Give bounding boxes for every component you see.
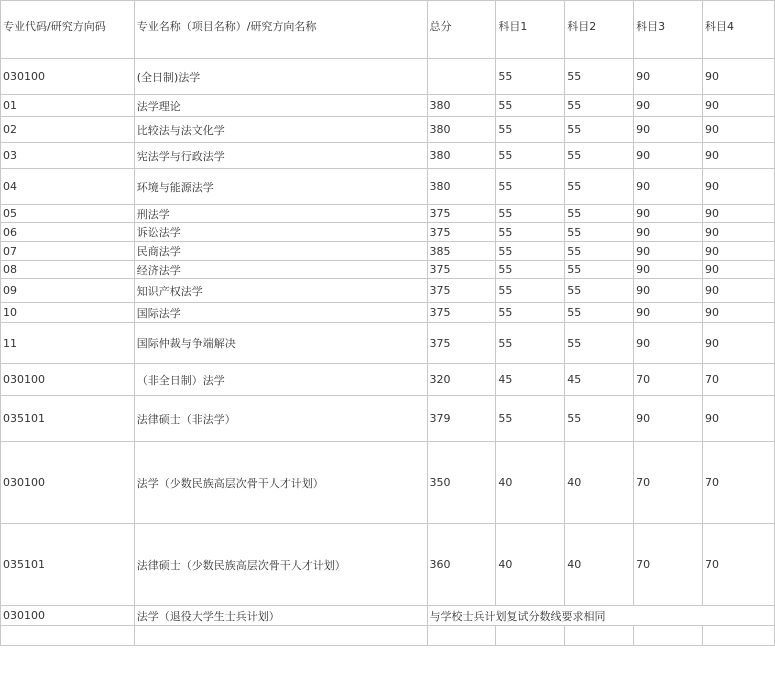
header-name: 专业名称（项目名称）/研究方向名称 [134,1,427,59]
cell-subject-4: 90 [703,396,775,442]
table-row [1,242,775,261]
cell-name: 法学（少数民族高层次骨干人才计划） [134,442,427,524]
table-row [1,261,775,279]
cell-subject-1: 55 [496,303,565,323]
cell-total: 375 [427,323,496,364]
cell-subject-4: 90 [703,59,775,95]
cell-subject-4: 90 [703,223,775,242]
cell-subject-4: 90 [703,143,775,169]
cell-subject-3: 90 [634,205,703,223]
cell-code: 02 [1,117,135,143]
cell-subject-3: 90 [634,279,703,303]
cell-code: 030100 [1,606,135,626]
cell-subject-1: 55 [496,323,565,364]
cell-total: 380 [427,169,496,205]
cell-name: 法学（退役大学生士兵计划） [134,606,427,626]
cell-subject-4: 90 [703,303,775,323]
cell-subject-2: 55 [565,205,634,223]
cell-subject-4: 90 [703,261,775,279]
cell-name: 法律硕士（非法学） [134,396,427,442]
table-row [1,279,775,303]
cell-subject-3: 90 [634,143,703,169]
cell-subject-3: 90 [634,223,703,242]
cell-subject-1: 55 [496,169,565,205]
header-subject-4: 科目4 [703,1,775,59]
cell-subject-1: 40 [496,442,565,524]
cell-total: 375 [427,205,496,223]
cell-code: 03 [1,143,135,169]
table-row [1,524,775,606]
table-row [1,59,775,95]
cell-subject-3: 90 [634,323,703,364]
cell-total: 360 [427,524,496,606]
cell-subject-3: 90 [634,117,703,143]
cell-total: 350 [427,442,496,524]
cell-subject-2: 55 [565,303,634,323]
cell-name: 环境与能源法学 [134,169,427,205]
cell-subject-2: 55 [565,169,634,205]
header-subject-3: 科目3 [634,1,703,59]
cell-subject-3: 90 [634,242,703,261]
table-row [1,323,775,364]
table-row [1,364,775,396]
cell-subject-4: 90 [703,323,775,364]
table-row [1,442,775,524]
cell-subject-1: 55 [496,117,565,143]
cell-total: 385 [427,242,496,261]
cell-subject-1: 55 [496,143,565,169]
cell-subject-3: 70 [634,364,703,396]
cell-code: 09 [1,279,135,303]
cell-subject-2: 55 [565,143,634,169]
header-subject-1: 科目1 [496,1,565,59]
cell-code: 035101 [1,396,135,442]
cell-name: (全日制)法学 [134,59,427,95]
cell-subject-1: 40 [496,524,565,606]
cell-subject-2: 55 [565,323,634,364]
cell-name: 法学理论 [134,95,427,117]
cell-code: 10 [1,303,135,323]
cell-subject-1: 55 [496,396,565,442]
cell-code: 11 [1,323,135,364]
cell-code: 030100 [1,59,135,95]
cell-total: 375 [427,279,496,303]
header-row [1,1,775,59]
cell-code: 030100 [1,364,135,396]
cell-subject-4: 90 [703,169,775,205]
cell-subject-1: 55 [496,261,565,279]
cell-empty [565,626,634,646]
cell-total: 375 [427,261,496,279]
table-row [1,205,775,223]
table-row [1,95,775,117]
cell-subject-4: 70 [703,442,775,524]
cell-subject-1: 55 [496,95,565,117]
cell-code: 06 [1,223,135,242]
cell-subject-2: 55 [565,117,634,143]
cell-code: 07 [1,242,135,261]
cell-subject-4: 90 [703,95,775,117]
cell-name: 知识产权法学 [134,279,427,303]
cell-subject-2: 55 [565,396,634,442]
cell-empty [703,626,775,646]
cell-subject-4: 70 [703,524,775,606]
cell-subject-2: 55 [565,279,634,303]
cell-name: 经济法学 [134,261,427,279]
cell-code: 04 [1,169,135,205]
table-row [1,303,775,323]
cell-total: 375 [427,223,496,242]
cell-name: 民商法学 [134,242,427,261]
cell-code: 030100 [1,442,135,524]
cell-subject-1: 55 [496,242,565,261]
table-row [1,143,775,169]
cell-name: 宪法学与行政法学 [134,143,427,169]
cell-subject-1: 55 [496,223,565,242]
cell-subject-4: 90 [703,117,775,143]
cell-total: 380 [427,143,496,169]
cell-subject-2: 55 [565,59,634,95]
cell-empty [634,626,703,646]
cell-name: 诉讼法学 [134,223,427,242]
cell-subject-2: 40 [565,442,634,524]
cell-subject-3: 90 [634,59,703,95]
cell-code: 08 [1,261,135,279]
cell-subject-3: 90 [634,396,703,442]
cell-total [427,59,496,95]
cell-name: 国际法学 [134,303,427,323]
cell-note: 与学校士兵计划复试分数线要求相同 [427,606,775,626]
table-row [1,396,775,442]
cell-subject-3: 70 [634,442,703,524]
cell-empty [496,626,565,646]
cell-subject-4: 90 [703,279,775,303]
cell-subject-3: 90 [634,261,703,279]
cell-subject-4: 90 [703,205,775,223]
cell-subject-3: 90 [634,303,703,323]
cell-total: 375 [427,303,496,323]
cell-empty [427,626,496,646]
cell-empty [134,626,427,646]
cell-code: 01 [1,95,135,117]
table-row [1,117,775,143]
cell-subject-2: 55 [565,223,634,242]
cell-subject-1: 55 [496,205,565,223]
table-row [1,223,775,242]
cell-total: 320 [427,364,496,396]
table-row-empty [1,626,775,646]
cell-total: 380 [427,95,496,117]
cell-subject-3: 90 [634,169,703,205]
header-total: 总分 [427,1,496,59]
cell-name: 比较法与法文化学 [134,117,427,143]
header-subject-2: 科目2 [565,1,634,59]
table-row [1,169,775,205]
cell-subject-3: 90 [634,95,703,117]
table-row-note [1,606,775,626]
cell-empty [1,626,135,646]
cell-subject-2: 45 [565,364,634,396]
cell-subject-4: 90 [703,242,775,261]
cell-name: 法律硕士（少数民族高层次骨干人才计划） [134,524,427,606]
cell-subject-1: 55 [496,279,565,303]
cell-name: 刑法学 [134,205,427,223]
cell-subject-2: 40 [565,524,634,606]
cell-subject-1: 55 [496,59,565,95]
cell-code: 035101 [1,524,135,606]
cell-subject-1: 45 [496,364,565,396]
cell-total: 379 [427,396,496,442]
cell-subject-3: 70 [634,524,703,606]
cell-subject-2: 55 [565,95,634,117]
cell-name: 国际仲裁与争端解决 [134,323,427,364]
cell-subject-2: 55 [565,261,634,279]
header-code: 专业代码/研究方向码 [1,1,135,59]
cell-subject-4: 70 [703,364,775,396]
cell-total: 380 [427,117,496,143]
cell-name: （非全日制）法学 [134,364,427,396]
cell-subject-2: 55 [565,242,634,261]
cell-code: 05 [1,205,135,223]
